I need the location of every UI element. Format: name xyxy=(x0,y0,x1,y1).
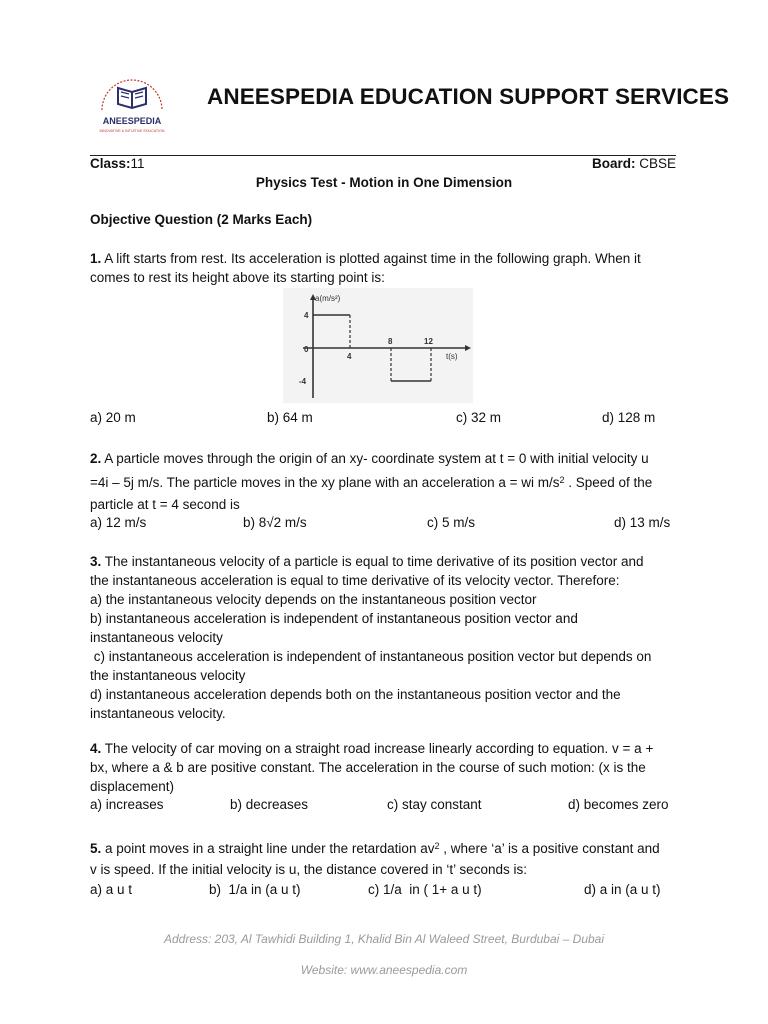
option-a[interactable]: a) the instantaneous velocity depends on the instantaneous position vector xyxy=(90,592,537,607)
option-d-continued: instantaneous velocity. xyxy=(90,706,226,721)
option-b[interactable]: b) 1/a in (a u t) xyxy=(209,882,301,897)
logo-tagline: INNOVATIVE & INTUITIVE EDUCATION xyxy=(99,129,165,133)
question-4 xyxy=(90,739,680,796)
option-c[interactable]: c) 1/a in ( 1+ a u t) xyxy=(368,882,482,897)
question-text: comes to rest its height above its starting point is: xyxy=(90,270,385,285)
question-text: A particle moves through the origin of an xy- coordinate system at t = 0 with initial velocity u xyxy=(101,451,649,466)
org-name: ANEESPEDIA EDUCATION SUPPORT SERVICES xyxy=(207,84,730,109)
question-number: 3. xyxy=(90,554,102,569)
logo-name: ANEESPEDIA xyxy=(102,116,162,126)
class-label: Class: xyxy=(90,156,131,171)
logo-emblem xyxy=(88,66,176,136)
question-text: v is speed. If the initial velocity is u, the distance covered in ‘t’ seconds is: xyxy=(90,862,527,877)
question-text: The instantaneous velocity of a particle is equal to time derivative of its position vector and xyxy=(101,554,644,569)
question-text: =4i – 5j m/s. The particle moves in the xy plane with an acceleration a = wi m/s xyxy=(90,475,560,490)
tick-label: 12 xyxy=(424,337,433,346)
board-field xyxy=(592,156,676,171)
option-a[interactable]: a) a u t xyxy=(90,882,133,897)
section-heading: Objective Question (2 Marks Each) xyxy=(90,212,313,227)
acceleration-time-graph xyxy=(283,288,473,403)
option-b[interactable]: b) 8√2 m/s xyxy=(243,515,307,530)
option-c-continued: the instantaneous velocity xyxy=(90,668,246,683)
tick-label: 0 xyxy=(304,345,309,354)
question-text: bx, where a & b are positive constant. The acceleration in the course of such motion: (x is the xyxy=(90,760,646,775)
institute-logo xyxy=(88,66,176,136)
option-c[interactable]: c) 32 m xyxy=(456,410,502,425)
question-number: 4. xyxy=(90,741,102,756)
question-3 xyxy=(90,552,680,723)
option-c[interactable]: c) stay constant xyxy=(387,797,482,812)
option-b[interactable]: b) decreases xyxy=(230,797,309,812)
option-d[interactable]: d) instantaneous acceleration depends both on the instantaneous position vector and the xyxy=(90,687,621,702)
class-field xyxy=(90,156,145,171)
y-axis-label: a(m/s²) xyxy=(315,294,341,303)
question-number: 2. xyxy=(90,451,102,466)
class-value: 11 xyxy=(130,156,145,171)
question-text: particle at t = 4 second is xyxy=(90,497,240,512)
tick-label: 4 xyxy=(347,352,352,361)
question-text: The velocity of car moving on a straight road increase linearly according to equation. v = a + xyxy=(101,741,654,756)
footer-website[interactable]: Website: www.aneespedia.com xyxy=(300,963,468,977)
question-text: the instantaneous acceleration is equal to time derivative of its velocity vector. Therefore: xyxy=(90,573,620,588)
board-label: Board: xyxy=(591,156,636,171)
question-1 xyxy=(90,249,680,287)
question-5 xyxy=(90,838,680,879)
test-title: Physics Test - Motion in One Dimension xyxy=(255,175,513,190)
question-number: 1. xyxy=(90,251,102,266)
tick-label: 8 xyxy=(388,337,393,346)
question-text: . Speed of the xyxy=(564,475,653,490)
tick-label: 4 xyxy=(304,311,309,320)
question-text: A lift starts from rest. Its acceleration is plotted against time in the following graph. When it xyxy=(101,251,641,266)
superscript: 2 xyxy=(434,841,440,851)
header-divider xyxy=(90,155,676,156)
footer-address: Address: 203, Al Tawhidi Building 1, Khalid Bin Al Waleed Street, Burdubai – Dubai xyxy=(163,932,605,946)
tick-label: -4 xyxy=(299,377,307,386)
option-b[interactable]: b) instantaneous acceleration is independent of instantaneous position vector and xyxy=(90,611,578,626)
question-text: displacement) xyxy=(90,779,175,794)
option-b-continued: instantaneous velocity xyxy=(90,630,223,645)
board-value: CBSE xyxy=(639,156,676,171)
option-d[interactable]: d) 13 m/s xyxy=(614,515,671,530)
option-a[interactable]: a) 12 m/s xyxy=(90,515,147,530)
question-2 xyxy=(90,447,680,514)
superscript: 2 xyxy=(559,475,565,485)
option-a[interactable]: a) increases xyxy=(90,797,164,812)
option-c[interactable]: c) instantaneous acceleration is independent of instantaneous position vector but depends on xyxy=(90,649,652,664)
option-c[interactable]: c) 5 m/s xyxy=(427,515,476,530)
question-number: 5. xyxy=(90,841,102,856)
option-d[interactable]: d) a in (a u t) xyxy=(584,882,661,897)
question-text: , where ‘a’ is a positive constant and xyxy=(439,841,660,856)
option-b[interactable]: b) 64 m xyxy=(267,410,313,425)
question-text: a point moves in a straight line under the retardation av xyxy=(101,841,435,856)
option-d[interactable]: d) 128 m xyxy=(602,410,656,425)
x-axis-label: t(s) xyxy=(446,352,458,361)
option-a[interactable]: a) 20 m xyxy=(90,410,136,425)
option-d[interactable]: d) becomes zero xyxy=(568,797,669,812)
